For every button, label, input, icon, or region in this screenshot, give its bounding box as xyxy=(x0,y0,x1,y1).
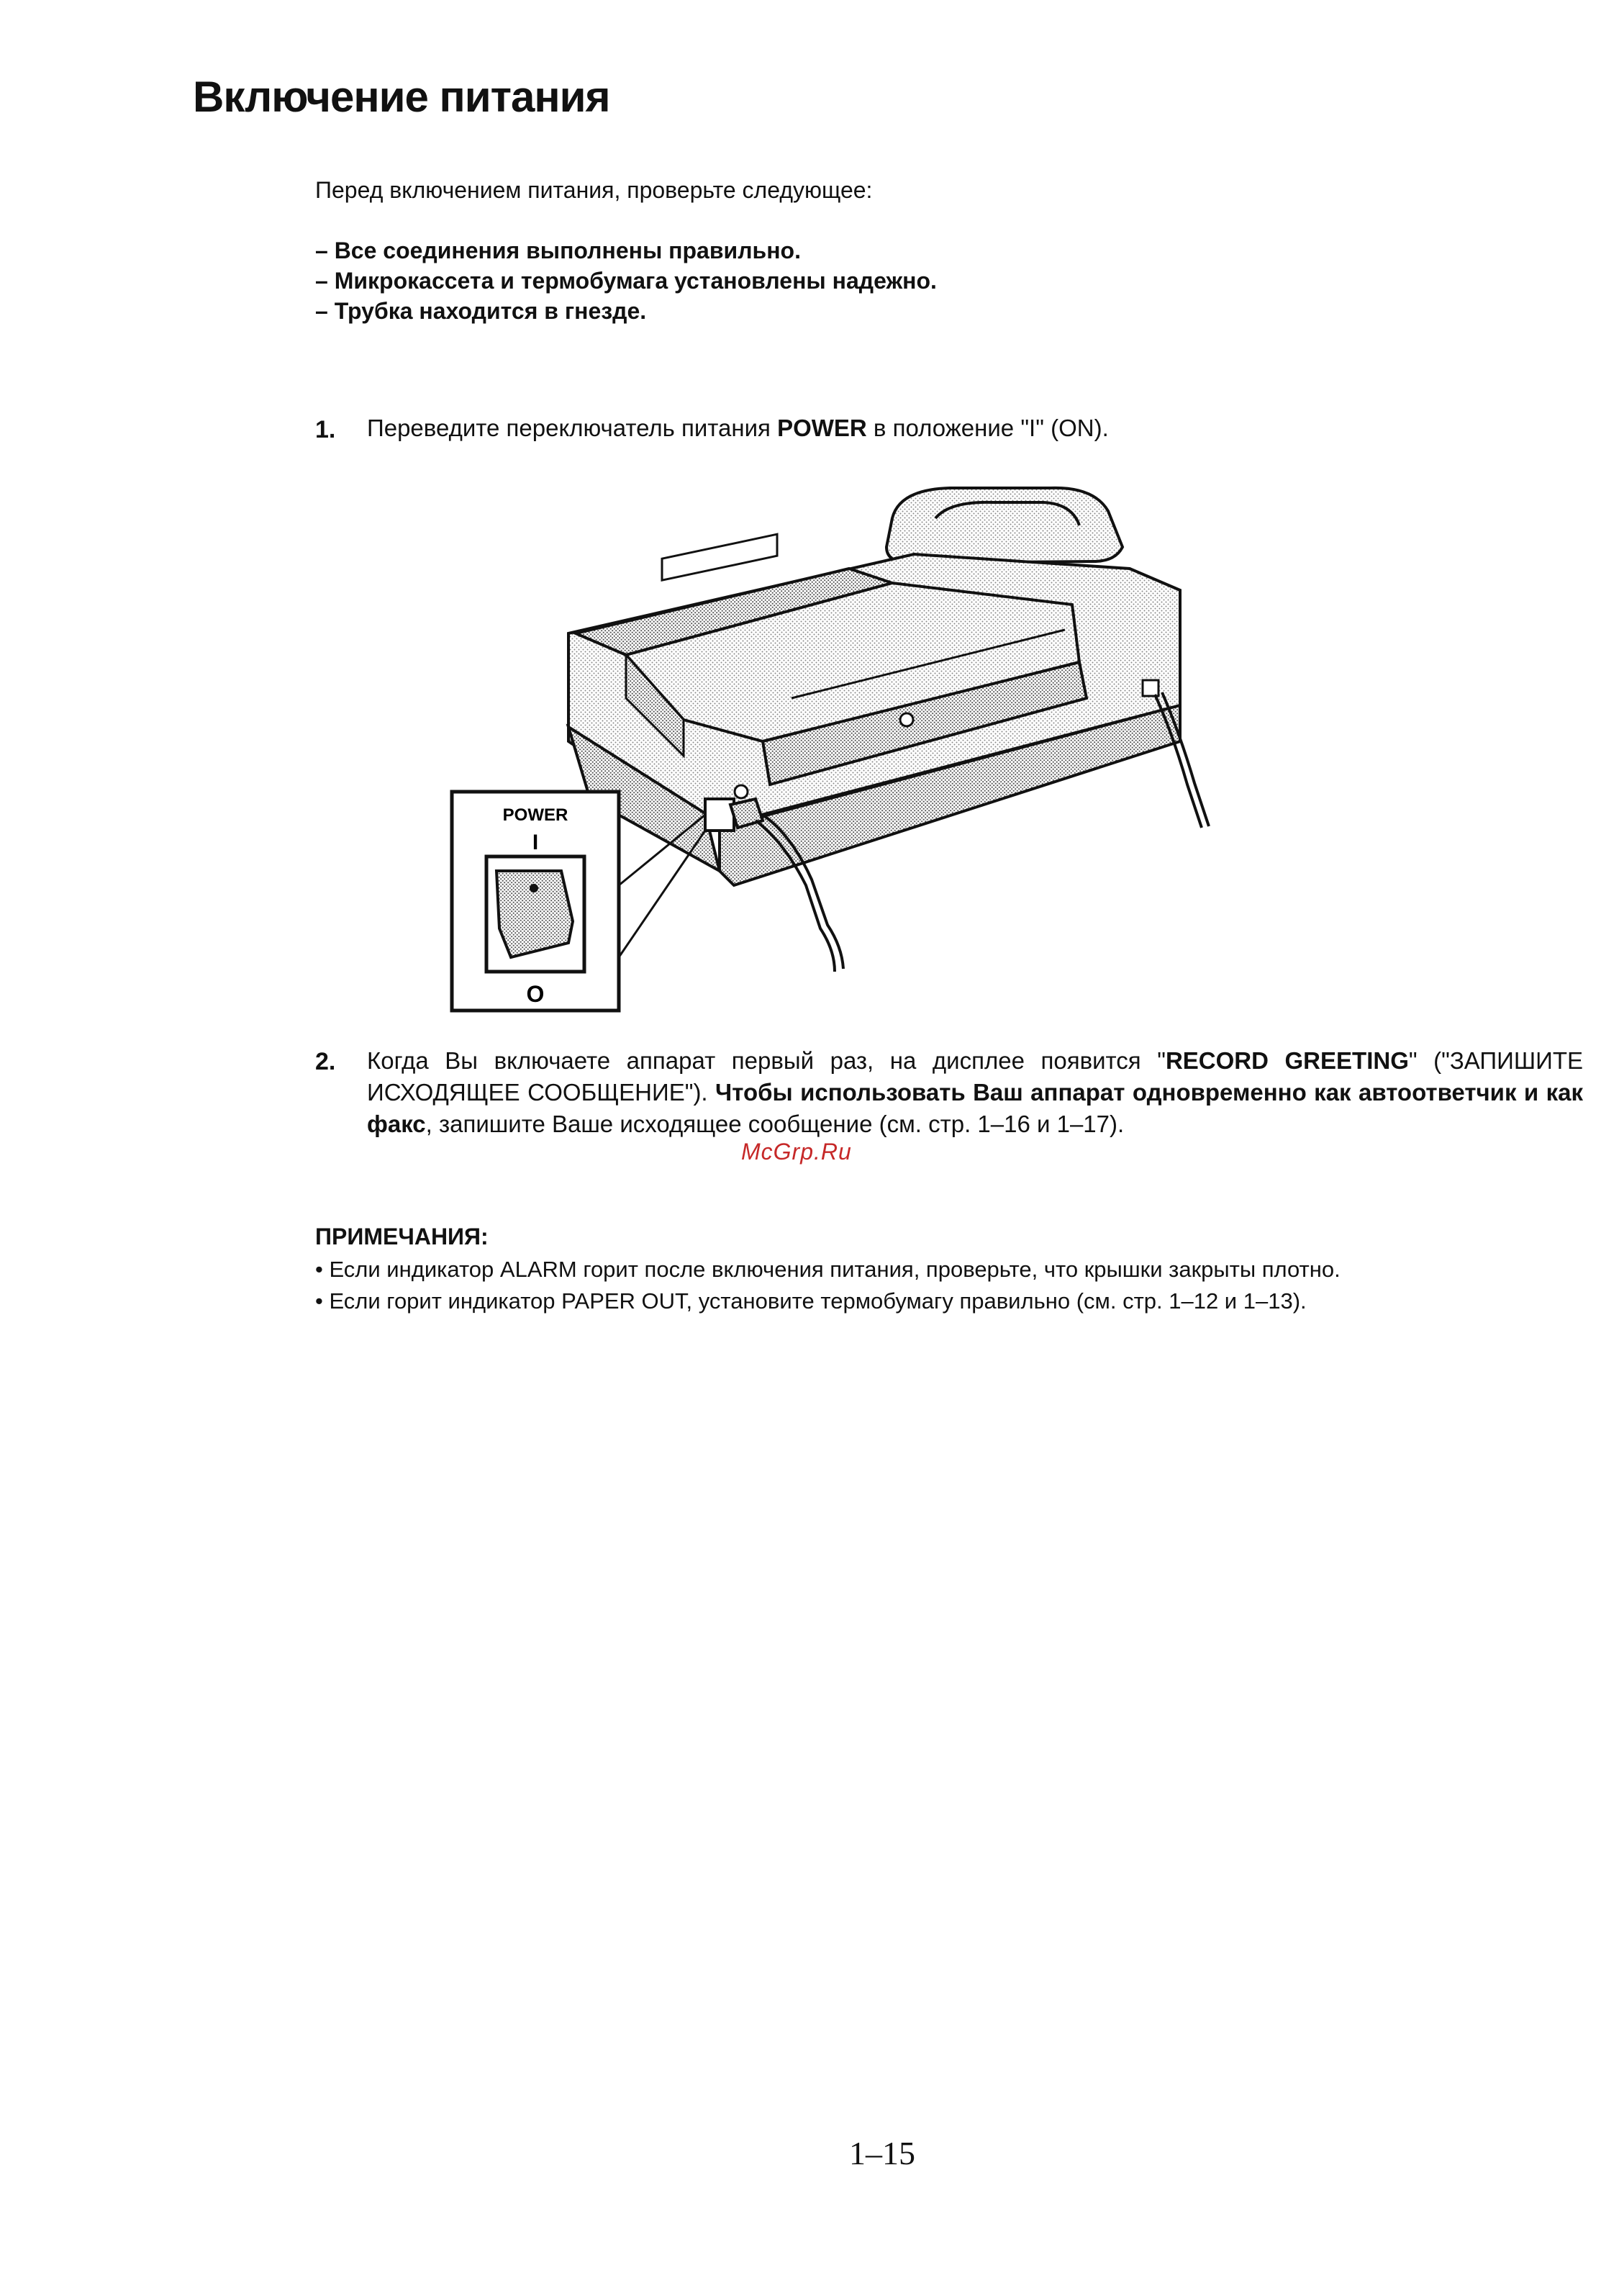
power-label: POWER xyxy=(777,415,867,441)
note-item: • Если горит индикатор PAPER OUT, установите термобумагу правильно (см. стр. 1–12 и 1–13). xyxy=(315,1288,1307,1314)
intro-text: Перед включением питания, проверьте следующее: xyxy=(315,177,873,203)
step-1-text-before: Переведите переключатель питания xyxy=(367,415,778,441)
checklist-item: – Все соединения выполнены правильно. xyxy=(315,238,801,263)
power-switch-inset xyxy=(452,792,619,1011)
page-title: Включение питания xyxy=(193,73,610,121)
switch-off-mark: O xyxy=(526,981,545,1007)
handset xyxy=(886,488,1123,563)
notes-heading: ПРИМЕЧАНИЯ: xyxy=(315,1224,489,1249)
fax-machine-illustration xyxy=(446,482,1252,1015)
step-2-number: 2. xyxy=(315,1048,336,1075)
step-1-number: 1. xyxy=(315,416,336,443)
watermark: McGrp.Ru xyxy=(741,1139,852,1165)
step-2-emphasis: Чтобы использовать Ваш аппарат одновременно как автоответчик и как факс xyxy=(367,1079,1583,1137)
step-1-text xyxy=(367,415,1109,442)
checklist-item: – Микрокассета и термобумага установлены надежно. xyxy=(315,268,937,294)
checklist-item: – Трубка находится в гнезде. xyxy=(315,298,647,324)
record-greeting-label: RECORD GREETING xyxy=(1165,1047,1409,1074)
step-2-part3: , запишите Ваше исходящее сообщение (см. стр. 1–16 и 1–17). xyxy=(425,1111,1125,1137)
step-2-text xyxy=(367,1045,1583,1140)
note-item: • Если индикатор ALARM горит после включения питания, проверьте, что крышки закрыты плотно. xyxy=(315,1257,1341,1282)
step-2-part2: " ("ЗАПИШИТЕ ИСХОДЯЩЕЕ СООБЩЕНИЕ"). xyxy=(367,1047,1583,1106)
switch-on-mark: I xyxy=(532,831,539,854)
switch-power-label: POWER xyxy=(502,805,568,825)
step-1-text-after: в положение "I" (ON). xyxy=(866,415,1109,441)
step-2-part1: Когда Вы включаете аппарат первый раз, на дисплее появится " xyxy=(367,1047,1166,1074)
page-number: 1–15 xyxy=(849,2135,915,2171)
